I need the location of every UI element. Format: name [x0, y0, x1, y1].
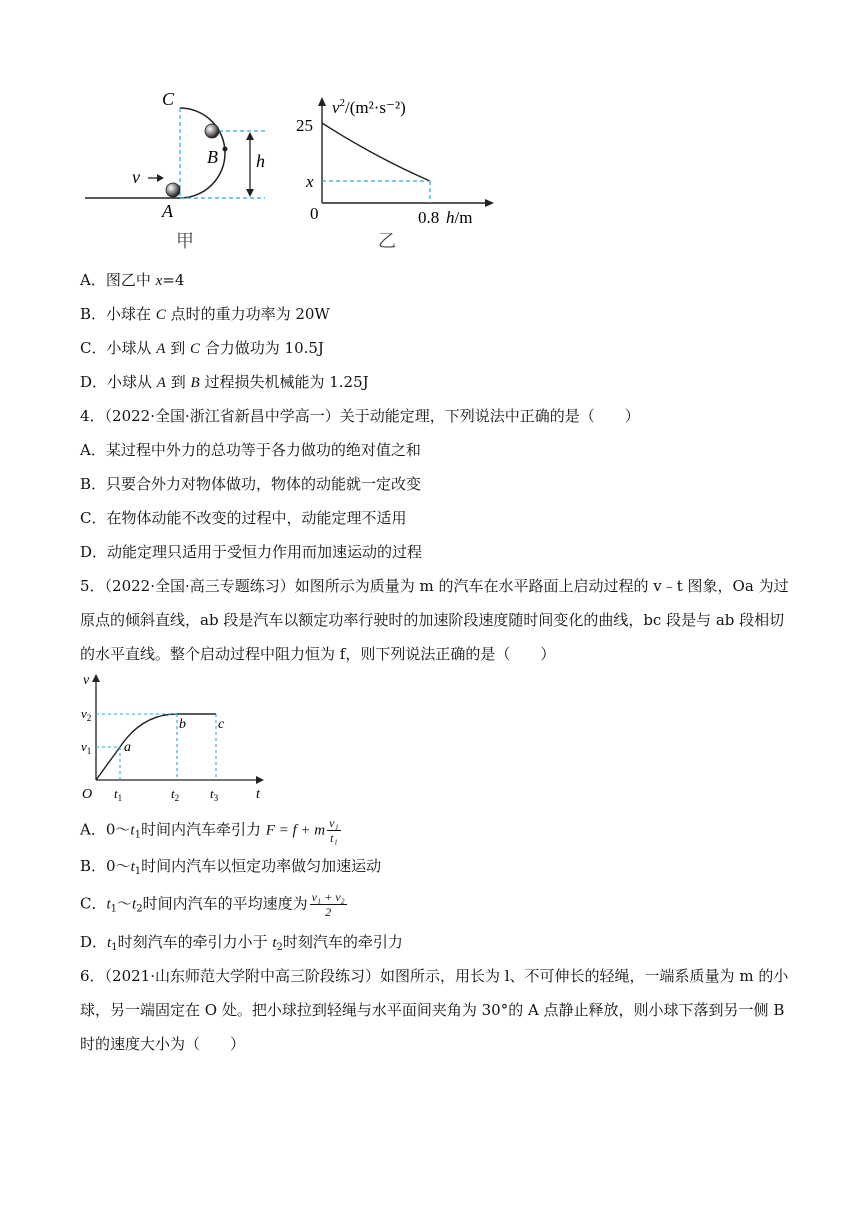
x-tick-0.8: 0.8	[418, 208, 440, 227]
q5-option-C[interactable]: C．$t_1\sim t_2$时间内汽车的平均速度为 $\frac{\text{v₁ + v₂}}{2}$	[80, 890, 345, 919]
q5-stem-line1: 5．（2022·全国·高三专题练习）如图所示为质量为 m 的汽车在水平路面上启动过程的 v﹣t 图象，Oa 为过	[80, 577, 789, 595]
q5-A-fraction: $\frac{\text{v₁}}{\text{t₁}}$	[329, 816, 339, 845]
vt-y-arrow	[92, 674, 100, 682]
q5-C-fraction: $\frac{\text{v₁ + v₂}}{2}$	[311, 890, 345, 919]
q4-stem: 4．（2022·全国·浙江省新昌中学高一）关于动能定理，下列说法中正确的是（ ）	[80, 407, 640, 425]
vt-t3-label: $t_3$	[210, 786, 219, 803]
vt-origin: O	[82, 787, 93, 802]
height-arrow-bottom	[246, 189, 254, 197]
velocity-arrowhead	[157, 174, 164, 182]
x-axis-arrow	[485, 199, 494, 207]
vt-x-label: t	[256, 787, 260, 802]
height-arrow-top	[246, 132, 254, 140]
label-A: A	[162, 201, 173, 221]
q3-option-C[interactable]: C．小球从 A 到 C 合力做功为 10.5J	[80, 339, 324, 357]
vt-v1-label: $v_1$	[81, 739, 92, 756]
y-axis-label: $v^2/(m^2\cdot s^{-2})$	[332, 97, 406, 117]
x-axis-label: h/m	[446, 208, 473, 227]
q6-stem-line1: 6．（2021·山东师范大学附中高三阶段练习）如图所示，用长为 l、不可伸长的轻绳，一端系质量为 m 的小	[80, 967, 789, 985]
caption-jia: 甲	[176, 231, 194, 251]
label-v: v	[132, 167, 140, 187]
vt-v2-label: $v_2$	[81, 706, 92, 723]
q6-stem-line3: 时的速度大小为（ ）	[80, 1035, 246, 1053]
q3-option-D[interactable]: D．小球从 A 到 B 过程损失机械能为 1.25J	[80, 373, 369, 391]
q3-option-B[interactable]: B．小球在 C 点时的重力功率为 20W	[80, 305, 330, 323]
ball-at-A	[166, 183, 180, 197]
q5-stem-line3: 的水平直线。整个启动过程中阻力恒为 f，则下列说法正确的是（ ）	[80, 645, 556, 663]
vt-point-b: b	[179, 717, 186, 732]
label-B: B	[207, 147, 218, 167]
q5-option-A[interactable]: A．$0\sim t_1$时间内汽车牵引力 F = f + m $\frac{\text{v₁}}{\text{t₁}}$	[80, 816, 339, 845]
origin-label: 0	[310, 204, 319, 223]
y-axis-arrow	[318, 97, 326, 106]
q4-option-D[interactable]: D．动能定理只适用于受恒力作用而加速运动的过程	[80, 543, 423, 561]
y-tick-x: x	[306, 172, 314, 191]
label-C: C	[162, 89, 175, 109]
vt-x-arrow	[256, 776, 264, 784]
vt-t2-label: $t_2$	[171, 786, 180, 803]
q5-option-D[interactable]: D．$t_1$时刻汽车的牵引力小于 $t_2$时刻汽车的牵引力	[80, 933, 403, 953]
figure-jia	[80, 85, 290, 255]
q3-option-A[interactable]: A．图乙中 x=4	[80, 271, 185, 289]
vt-point-c: c	[218, 717, 225, 732]
q5-A-formula: F = f + m	[265, 822, 326, 839]
point-B-dot	[223, 147, 228, 152]
q5-stem-line2: 原点的倾斜直线，ab 段是汽车以额定功率行驶时的加速阶段速度随时间变化的曲线，bc 段是与 ab 段相切	[80, 611, 785, 629]
ball-at-B	[205, 124, 219, 138]
y-tick-25: 25	[296, 116, 313, 135]
v2-h-curve	[322, 123, 430, 181]
vt-t1-label: $t_1$	[114, 786, 123, 803]
q4-option-C[interactable]: C．在物体动能不改变的过程中，动能定理不适用	[80, 509, 407, 527]
caption-yi: 乙	[378, 231, 396, 251]
vt-y-label: v	[83, 673, 90, 688]
q4-option-B[interactable]: B．只要合外力对物体做功，物体的动能就一定改变	[80, 475, 422, 493]
q6-stem-line2: 球，另一端固定在 O 处。把小球拉到轻绳与水平面间夹角为 30°的 A 点静止释放，则小球下落到另一侧 B	[80, 1001, 785, 1019]
semicircle-track	[180, 108, 225, 198]
vt-graph	[80, 668, 280, 808]
q5-option-B[interactable]: B．$0\sim t_1$时间内汽车以恒定功率做匀加速运动	[80, 857, 382, 877]
vt-point-a: a	[124, 740, 131, 755]
label-h: h	[256, 151, 265, 171]
q4-option-A[interactable]: A．某过程中外力的总功等于各力做功的绝对值之和	[80, 441, 421, 459]
figure-yi	[290, 85, 510, 255]
